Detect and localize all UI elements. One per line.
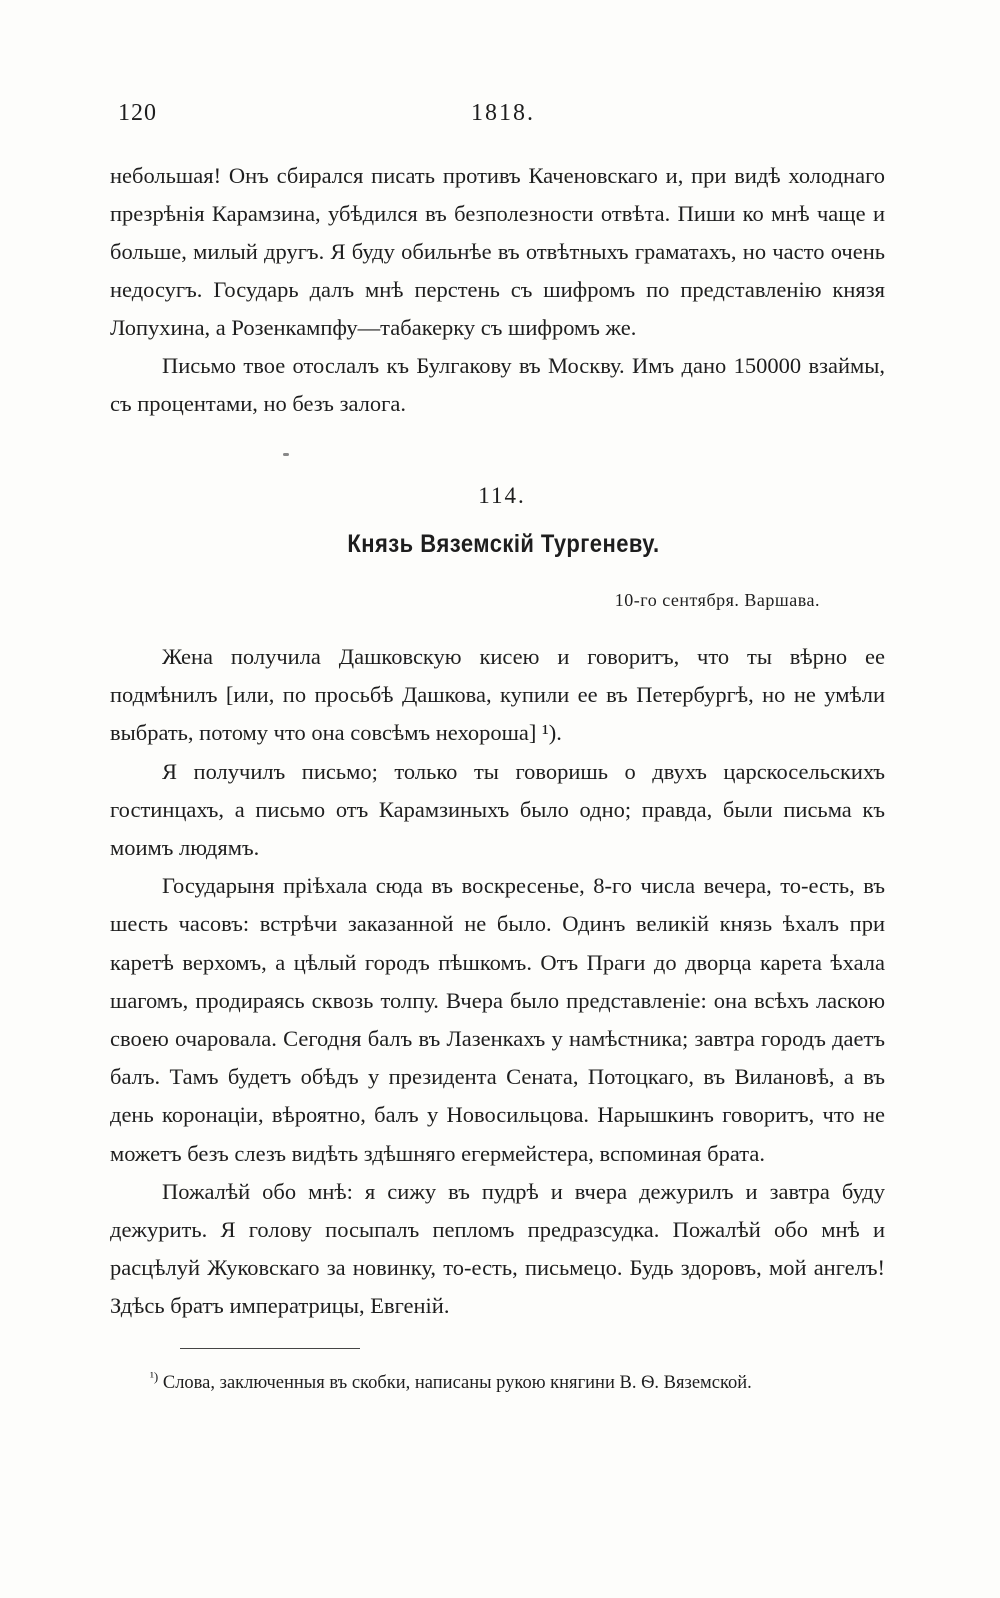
letter-paragraph: Государыня пріѣхала сюда въ воскресенье, 8-го числа вечера, то-есть, въ шесть часовъ: встрѣчи заказанной не было. Одинъ великій князь ѣхалъ при каретѣ верхомъ, а цѣлый городъ пѣшкомъ. Отъ Праги до дворца карета ѣхала шагомъ, продираясь сквозь толпу. Вчера было представленіе: она всѣхъ ласкою своею очаровала. Сегодня балъ въ Лазенкахъ у намѣстника; завтра городъ даетъ балъ. Тамъ будетъ обѣдъ у президента Сената, Потоцкаго, въ Вилановѣ, а въ день коронаціи, вѣроятно, балъ у Новосильцова. Нарышкинъ говоритъ, что не можетъ безъ слезъ видѣть здѣшняго егермейстера, вспоминая брата. [110,873,885,1166]
letter-dateline: 10-го сентября. Варшава. [614,590,820,610]
footnote-rule [180,1348,360,1349]
footnote-text: Слова, заключенныя въ скобки, написаны рукою княгини В. Ѳ. Вяземской. [162,1373,752,1394]
letter-title: Князь Вяземскій Тургеневу. [347,530,660,558]
letter-number: 114. [478,483,526,508]
letter-paragraph: Жена получила Дашковскую кисею и говоритъ, что ты вѣрно ее подмѣнилъ [или, по просьбѣ Дашкова, купили ее въ Петербургѣ, но не умѣли выбрать, потому что она совсѣмъ нехороша] ¹). [110,644,885,746]
running-head [118,100,888,140]
letter-paragraph: Я получилъ письмо; только ты говоришь о двухъ царскосельскихъ гостинцахъ, а письмо отъ Карамзиныхъ было одно; правда, были письма къ моимъ людямъ. [110,758,885,861]
continuation-paragraph: небольшая! Онъ сбирался писать противъ Каченовскаго и, при видѣ холоднаго презрѣнія Карамзина, убѣдился въ безполезности отвѣта. Пиши ко мнѣ чаще и больше, милый другъ. Я буду обильнѣе въ отвѣтныхъ граматахъ, но часто очень недосугъ. Государь далъ мнѣ перстень съ шифромъ по представленію князя Лопухина, а Розенкампфу—табакерку съ шифромъ же. [110,163,885,340]
continuation-paragraph: Письмо твое отослалъ къ Булгакову въ Москву. Имъ дано 150000 взаймы, съ процентами, но безъ залога. [110,353,885,416]
previous-letter-continuation [110,157,885,423]
page-number: 120 [118,100,157,126]
footnote [150,1365,870,1395]
footnote-mark: ¹) [150,1369,159,1384]
letter-paragraph: Пожалѣй обо мнѣ: я сижу въ пудрѣ и вчера дежурилъ и завтра буду дежурить. Я голову посыпалъ пепломъ предразсудка. Пожалѣй обо мнѣ и расцѣлуй Жуковскаго за новинку, то-есть, письмецо. Будь здоровъ, мой ангелъ! Здѣсь братъ императрицы, Евгеній. [110,1178,885,1319]
letter-body [110,638,885,1326]
print-speck [283,453,289,456]
running-head-year: 1818. [471,100,535,126]
